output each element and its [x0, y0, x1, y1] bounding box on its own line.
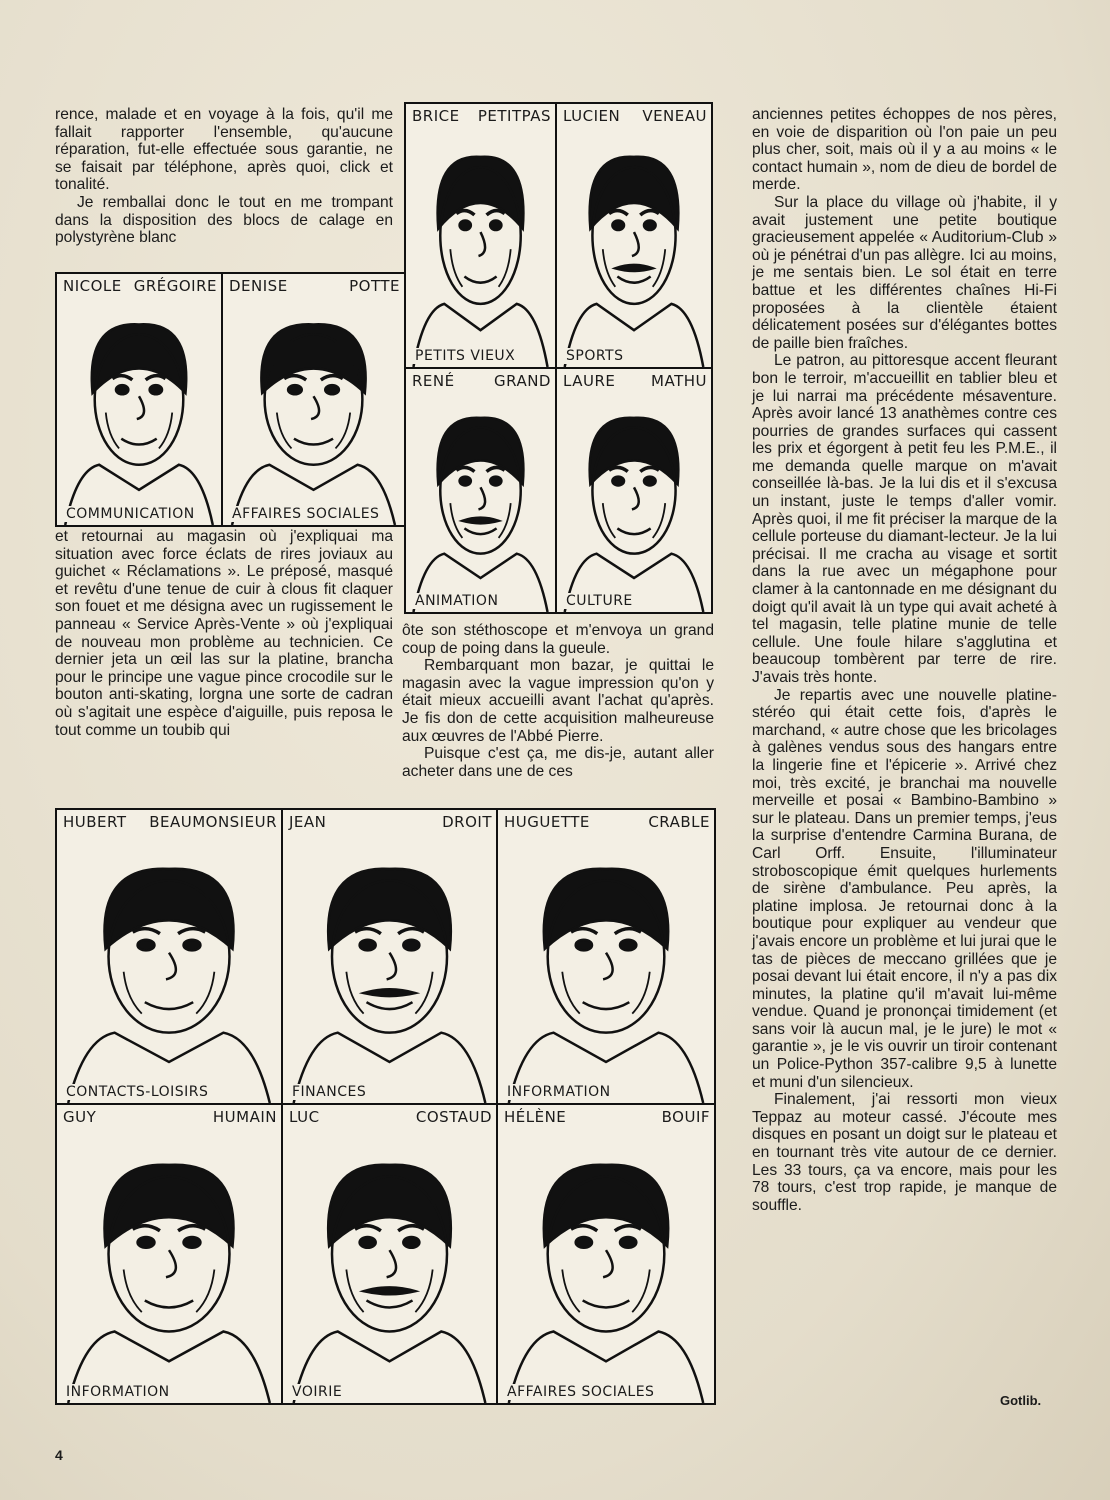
first-name: DENISE	[229, 277, 288, 295]
caricature-drawing	[283, 1105, 496, 1403]
caricature-panel	[404, 367, 557, 614]
last-name: COSTAUD	[415, 1108, 492, 1126]
article-paragraph: rence, malade et en voyage à la fois, qu'il me fallait rapporter l'ensemble, qu'aucune réparation, fut-elle effectuée sous garantie, ne se faisait par téléphone, après quoi, click et tonalité.	[55, 106, 393, 194]
last-name: GRAND	[494, 372, 551, 390]
panel-role: INFORMATION	[63, 1384, 173, 1400]
article-paragraph: Sur la place du village où j'habite, il y avait justement une petite boutique gracieusement appelée « Auditorium-Club » où je pénétrai d'un pas allègre. Ici au moins, je me sentais bien. Le sol était en terre battue et les différentes chaînes Hi-Fi proposées à la clientèle étaient délicatement posées sur d'élégantes bottes de paille bien fraîches.	[752, 193, 1057, 352]
last-name: POTTE	[349, 277, 400, 295]
first-name: JEAN	[289, 813, 327, 831]
article-column-2-mid	[402, 622, 714, 780]
first-name: LUCIEN	[563, 107, 621, 125]
caricature-panel	[55, 272, 223, 527]
caricature-drawing	[57, 274, 221, 525]
last-name: DROIT	[442, 813, 492, 831]
caricature-drawing	[223, 274, 404, 525]
caricature-drawing	[498, 1105, 714, 1403]
last-name: MATHU	[651, 372, 707, 390]
article-paragraph: Je repartis avec une nouvelle platine-stéréo qui était cette fois, d'après le marchand, « autre chose que les bricolages à galènes vendus sous des hangars entre la lingerie fine et l'épicerie ». Arrivé chez moi, très excité, je branchai ma nouvelle merveille et posai « Bambino-Bambino » sur le plateau. Dans un premier temps, j'eus la surprise d'entendre Carmina Burana, de Carl Orff. Ensuite, l'illuminateur stroboscopique émit quelques hurlements de sirène d'ambulance. Peu après, la platine implosa. Je retournai donc à la boutique pour expliquer au vendeur que j'avais encore un problème et lui jurai que le tas de pièces de meccano grillées que je posai devant lui était encore, il n'y a pas dix minutes, la platine qu'il m'avait lui-même vendue. Quand je prononçai timidement (et sans voir là aucun mal, je le jure) le mot « garantie », je le vis ouvrir un tiroir contenant un Police-Python 357-calibre 9,5 à lunette et muni d'un silencieux.	[752, 686, 1057, 1091]
panel-name	[289, 813, 492, 831]
panel-role: INFORMATION	[504, 1084, 614, 1100]
article-paragraph: Puisque c'est ça, me dis-je, autant aller acheter dans une de ces	[402, 745, 714, 780]
first-name: HUGUETTE	[504, 813, 590, 831]
first-name: BRICE	[412, 107, 460, 125]
panel-name	[563, 372, 707, 390]
panel-role: COMMUNICATION	[63, 506, 198, 522]
caricature-panel	[55, 808, 283, 1105]
caricature-drawing	[498, 810, 714, 1103]
panel-role: SPORTS	[563, 348, 627, 364]
first-name: LAURE	[563, 372, 616, 390]
panel-role: AFFAIRES SOCIALES	[504, 1384, 657, 1400]
caricature-panel	[404, 102, 557, 369]
caricature-panel	[555, 102, 713, 369]
caricature-drawing	[557, 369, 711, 612]
caricature-panel	[55, 1103, 283, 1405]
caricature-panel	[496, 808, 716, 1105]
caricature-panel	[281, 808, 498, 1105]
caricature-drawing	[57, 810, 281, 1103]
caricature-panel	[555, 367, 713, 614]
caricature-drawing	[406, 104, 555, 367]
panel-name	[63, 277, 217, 295]
page-number: 4	[55, 1447, 63, 1463]
last-name: BEAUMONSIEUR	[149, 813, 277, 831]
last-name: CRABLE	[648, 813, 710, 831]
panel-role: AFFAIRES SOCIALES	[229, 506, 382, 522]
author-signature: Gotlib.	[1000, 1393, 1042, 1408]
first-name: NICOLE	[63, 277, 122, 295]
article-paragraph: Rembarquant mon bazar, je quittai le magasin avec la vague impression qu'on y était mieux accueilli avant l'achat qu'après. Je fis don de cette acquisition malheureuse aux œuvres de l'Abbé Pierre.	[402, 657, 714, 745]
first-name: HÉLÈNE	[504, 1108, 567, 1126]
caricature-panel	[281, 1103, 498, 1405]
last-name: VENEAU	[642, 107, 707, 125]
article-column-1-top	[55, 106, 393, 247]
panel-name	[412, 107, 551, 125]
last-name: BOUIF	[661, 1108, 710, 1126]
article-paragraph: anciennes petites échoppes de nos pères, en voie de disparition où l'on paie un peu plus cher, soit, mais où il y a au moins « le contact humain », nom de dieu de bordel de merde.	[752, 106, 1057, 194]
panel-role: FINANCES	[289, 1084, 369, 1100]
panel-name	[504, 813, 710, 831]
last-name: GRÉGOIRE	[133, 277, 217, 295]
first-name: LUC	[289, 1108, 320, 1126]
first-name: RENÉ	[412, 372, 455, 390]
article-paragraph: Finalement, j'ai ressorti mon vieux Teppaz au moteur cassé. J'écoute mes disques en posant un doigt sur le plateau et en tournant très vite autour de ce dernier. Les 33 tours, ça va encore, mais pour les 78 tours, c'est trop rapide, je manque de souffle.	[752, 1091, 1057, 1214]
first-name: GUY	[63, 1108, 97, 1126]
panel-name	[504, 1108, 710, 1126]
article-paragraph: et retournai au magasin où j'expliquai ma situation avec force éclats de rires joviaux au guichet « Réclamations ». Le préposé, masqué et revêtu d'une tenue de cuir à clous fit claquer son fouet et me désigna avec un rugissement le panneau « Service Après-Vente » où j'expliquai de nouveau mon problème au technicien. Ce dernier jeta un œil las sur la platine, brancha pour le principe une vague pince crocodile sur le bouton anti-skating, lorgna une sorte de cadran où s'agitait une espèce d'aiguille, puis reposa le tout comme un toubib qui	[55, 528, 393, 739]
panel-role: CULTURE	[563, 593, 636, 609]
panel-role: VOIRIE	[289, 1384, 345, 1400]
caricature-drawing	[557, 104, 711, 367]
last-name: HUMAIN	[212, 1108, 277, 1126]
panel-name	[563, 107, 707, 125]
panel-role: CONTACTS-LOISIRS	[63, 1084, 211, 1100]
caricature-panel	[221, 272, 406, 527]
article-paragraph: Je remballai donc le tout en me trompant dans la disposition des blocs de calage en polystyrène blanc	[55, 193, 393, 247]
caricature-drawing	[57, 1105, 281, 1403]
panel-name	[63, 1108, 277, 1126]
first-name: HUBERT	[63, 813, 127, 831]
caricature-drawing	[406, 369, 555, 612]
article-column-1-mid	[55, 528, 393, 739]
article-column-3	[752, 106, 1057, 1214]
last-name: PETITPAS	[477, 107, 551, 125]
article-paragraph: ôte son stéthoscope et m'envoya un grand coup de poing dans la gueule.	[402, 622, 714, 657]
panel-role: PETITS VIEUX	[412, 348, 518, 364]
caricature-drawing	[283, 810, 496, 1103]
caricature-panel	[496, 1103, 716, 1405]
panel-name	[229, 277, 400, 295]
panel-name	[412, 372, 551, 390]
panel-name	[63, 813, 277, 831]
article-paragraph: Le patron, au pittoresque accent fleurant bon le terroir, m'accueillit en tablier bleu et je lui narrai ma précédente mésaventure. Après avoir lancé 13 anathèmes contre ces pourries de grandes surfaces qui cassent les prix et égorgent à petit feu les P.M.E., il me demanda quelle marque on m'avait conseillée là-bas. Je la lui dis et il s'excusa un instant, juste le temps d'aller vomir. Après quoi, il me fit préciser la marque de la cellule porteuse du diamant-lecteur. Je la lui précisai. Il me cracha au visage et sortit dans la rue avec un mégaphone pour clamer à la cantonnade en me désignant du doigt qu'il avait là un type qui avait acheté à tel magasin, telle platine munie de telle cellule. Une foule hilare s'agglutina et beaucoup tombèrent par terre de rire. J'avais très honte.	[752, 352, 1057, 686]
panel-role: ANIMATION	[412, 593, 501, 609]
panel-name	[289, 1108, 492, 1126]
